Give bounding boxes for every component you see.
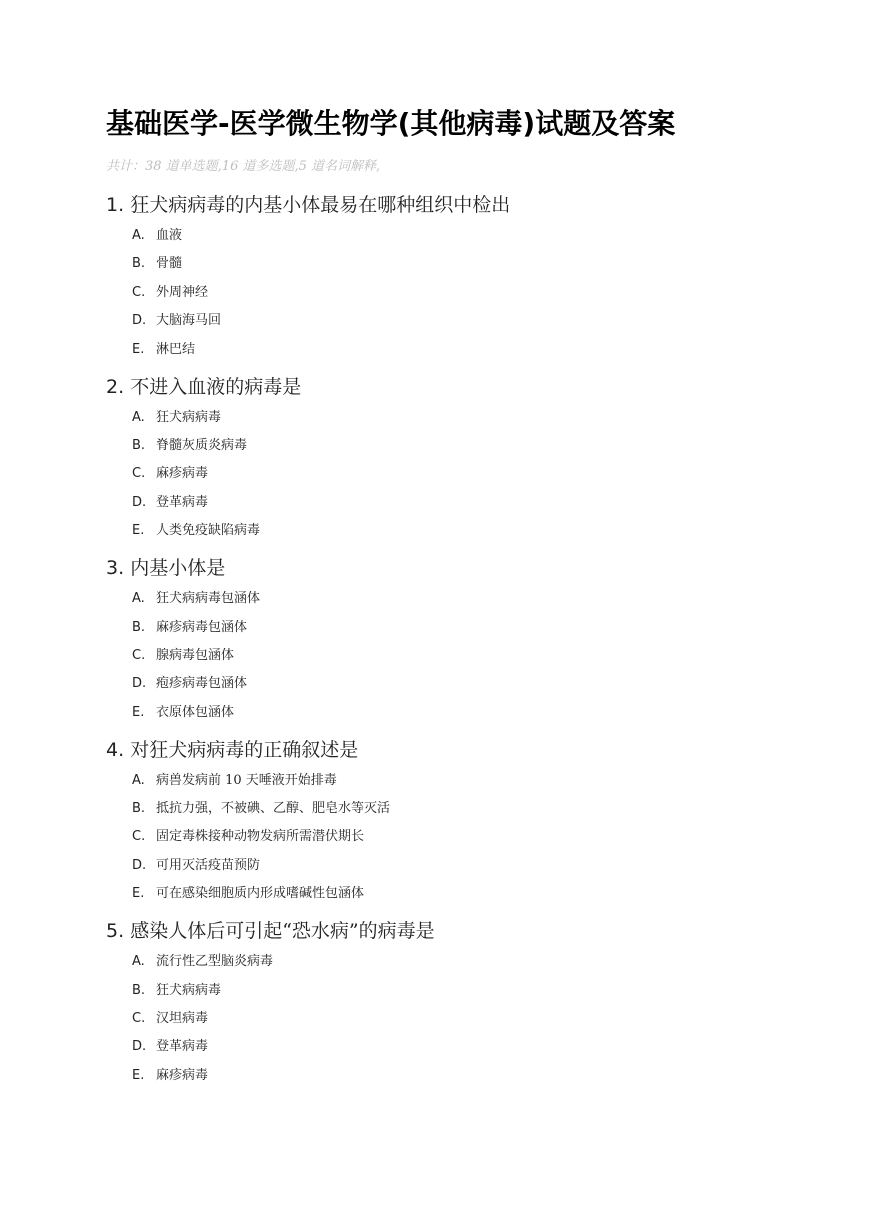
option-item	[132, 827, 826, 847]
option-item	[132, 589, 826, 609]
option-text: 可用灭活疫苗预防	[156, 857, 261, 873]
option-item	[132, 1066, 826, 1086]
option-list	[106, 226, 826, 360]
option-item	[132, 646, 826, 666]
option-key: D.	[132, 313, 147, 329]
option-text: 大脑海马回	[156, 313, 222, 329]
option-text: 狂犬病病毒	[156, 409, 222, 425]
option-item	[132, 226, 826, 246]
option-key: C.	[132, 829, 146, 845]
option-text: 血液	[156, 228, 183, 243]
option-text: 固定毒株接种动物发病所需潜伏期长	[156, 829, 365, 845]
option-item	[132, 981, 826, 1001]
option-item	[132, 856, 826, 876]
option-text: 麻疹病毒	[156, 1067, 209, 1083]
option-text: 病兽发病前 10 天唾液开始排毒	[156, 772, 337, 788]
option-key: A.	[132, 772, 145, 788]
option-text: 登革病毒	[156, 1039, 209, 1055]
option-text: 麻疹病毒包涵体	[156, 619, 248, 635]
document-page	[106, 104, 826, 1086]
option-item	[132, 618, 826, 638]
option-key: A.	[132, 228, 145, 243]
option-text: 抵抗力强，不被碘、乙醇、肥皂水等灭活	[156, 801, 391, 817]
option-item	[132, 311, 826, 331]
question-number: 1.	[106, 194, 125, 216]
option-list	[106, 771, 826, 905]
option-list	[106, 952, 826, 1086]
question-stem	[106, 190, 826, 220]
question-item	[106, 916, 826, 1086]
question-item	[106, 553, 826, 723]
question-text: 感染人体后可引起“恐水病”的病毒是	[130, 920, 435, 943]
option-item	[132, 703, 826, 723]
option-key: A.	[132, 591, 145, 607]
question-stem	[106, 916, 826, 946]
option-text: 淋巴结	[156, 341, 196, 357]
option-key: B.	[132, 256, 146, 272]
option-key: C.	[132, 647, 146, 663]
option-text: 腺病毒包涵体	[156, 647, 235, 663]
option-key: E.	[132, 523, 145, 539]
option-item	[132, 464, 826, 484]
question-item	[106, 190, 826, 360]
option-item	[132, 952, 826, 972]
option-key: B.	[132, 437, 146, 453]
option-text: 外周神经	[156, 284, 209, 300]
option-text: 人类免疫缺陷病毒	[156, 523, 261, 539]
question-text: 狂犬病病毒的内基小体最易在哪种组织中检出	[130, 194, 511, 216]
option-text: 麻疹病毒	[156, 466, 209, 482]
option-text: 脊髓灰质炎病毒	[156, 437, 248, 453]
option-key: E.	[132, 886, 145, 902]
question-text: 不进入血液的病毒是	[130, 375, 302, 398]
question-number: 2.	[106, 375, 125, 398]
question-number: 3.	[106, 557, 125, 580]
option-list	[106, 589, 826, 723]
option-list	[106, 408, 826, 542]
option-item	[132, 436, 826, 456]
question-stem	[106, 735, 826, 765]
option-key: D.	[132, 857, 147, 873]
option-text: 狂犬病病毒	[156, 982, 222, 998]
option-key: E.	[132, 341, 145, 357]
option-text: 可在感染细胞质内形成嗜碱性包涵体	[156, 886, 365, 902]
question-text: 内基小体是	[130, 557, 226, 580]
option-key: D.	[132, 1039, 147, 1055]
option-item	[132, 1009, 826, 1029]
option-key: D.	[132, 676, 147, 692]
option-item	[132, 254, 826, 274]
option-text: 衣原体包涵体	[156, 704, 235, 720]
option-text: 疱疹病毒包涵体	[156, 676, 248, 692]
option-key: C.	[132, 466, 146, 482]
question-number: 4.	[106, 738, 125, 761]
option-key: C.	[132, 284, 146, 300]
option-item	[132, 521, 826, 541]
question-stem	[106, 553, 826, 583]
option-text: 登革病毒	[156, 494, 209, 510]
option-item	[132, 799, 826, 819]
option-item	[132, 340, 826, 360]
option-key: E.	[132, 704, 145, 720]
option-item	[132, 1037, 826, 1057]
option-item	[132, 283, 826, 303]
question-text: 对狂犬病病毒的正确叙述是	[130, 738, 359, 761]
option-key: D.	[132, 494, 147, 510]
option-key: A.	[132, 409, 145, 425]
question-item	[106, 735, 826, 905]
option-text: 狂犬病病毒包涵体	[156, 591, 261, 607]
option-item	[132, 674, 826, 694]
option-item	[132, 493, 826, 513]
question-stem	[106, 372, 826, 402]
option-item	[132, 408, 826, 428]
option-item	[132, 771, 826, 791]
option-text: 流行性乙型脑炎病毒	[156, 954, 274, 970]
option-key: C.	[132, 1011, 146, 1027]
option-key: A.	[132, 954, 145, 970]
option-key: E.	[132, 1067, 145, 1083]
option-key: B.	[132, 619, 146, 635]
option-text: 骨髓	[156, 256, 183, 272]
question-summary: 共计：38 道单选题,16 道多选题,5 道名词解释,	[106, 159, 381, 174]
option-text: 汉坦病毒	[156, 1011, 209, 1027]
option-key: B.	[132, 982, 146, 998]
option-item	[132, 884, 826, 904]
question-number: 5.	[106, 920, 125, 943]
document-title: 基础医学-医学微生物学(其他病毒)试题及答案	[106, 107, 676, 140]
option-key: B.	[132, 801, 146, 817]
question-item	[106, 372, 826, 542]
